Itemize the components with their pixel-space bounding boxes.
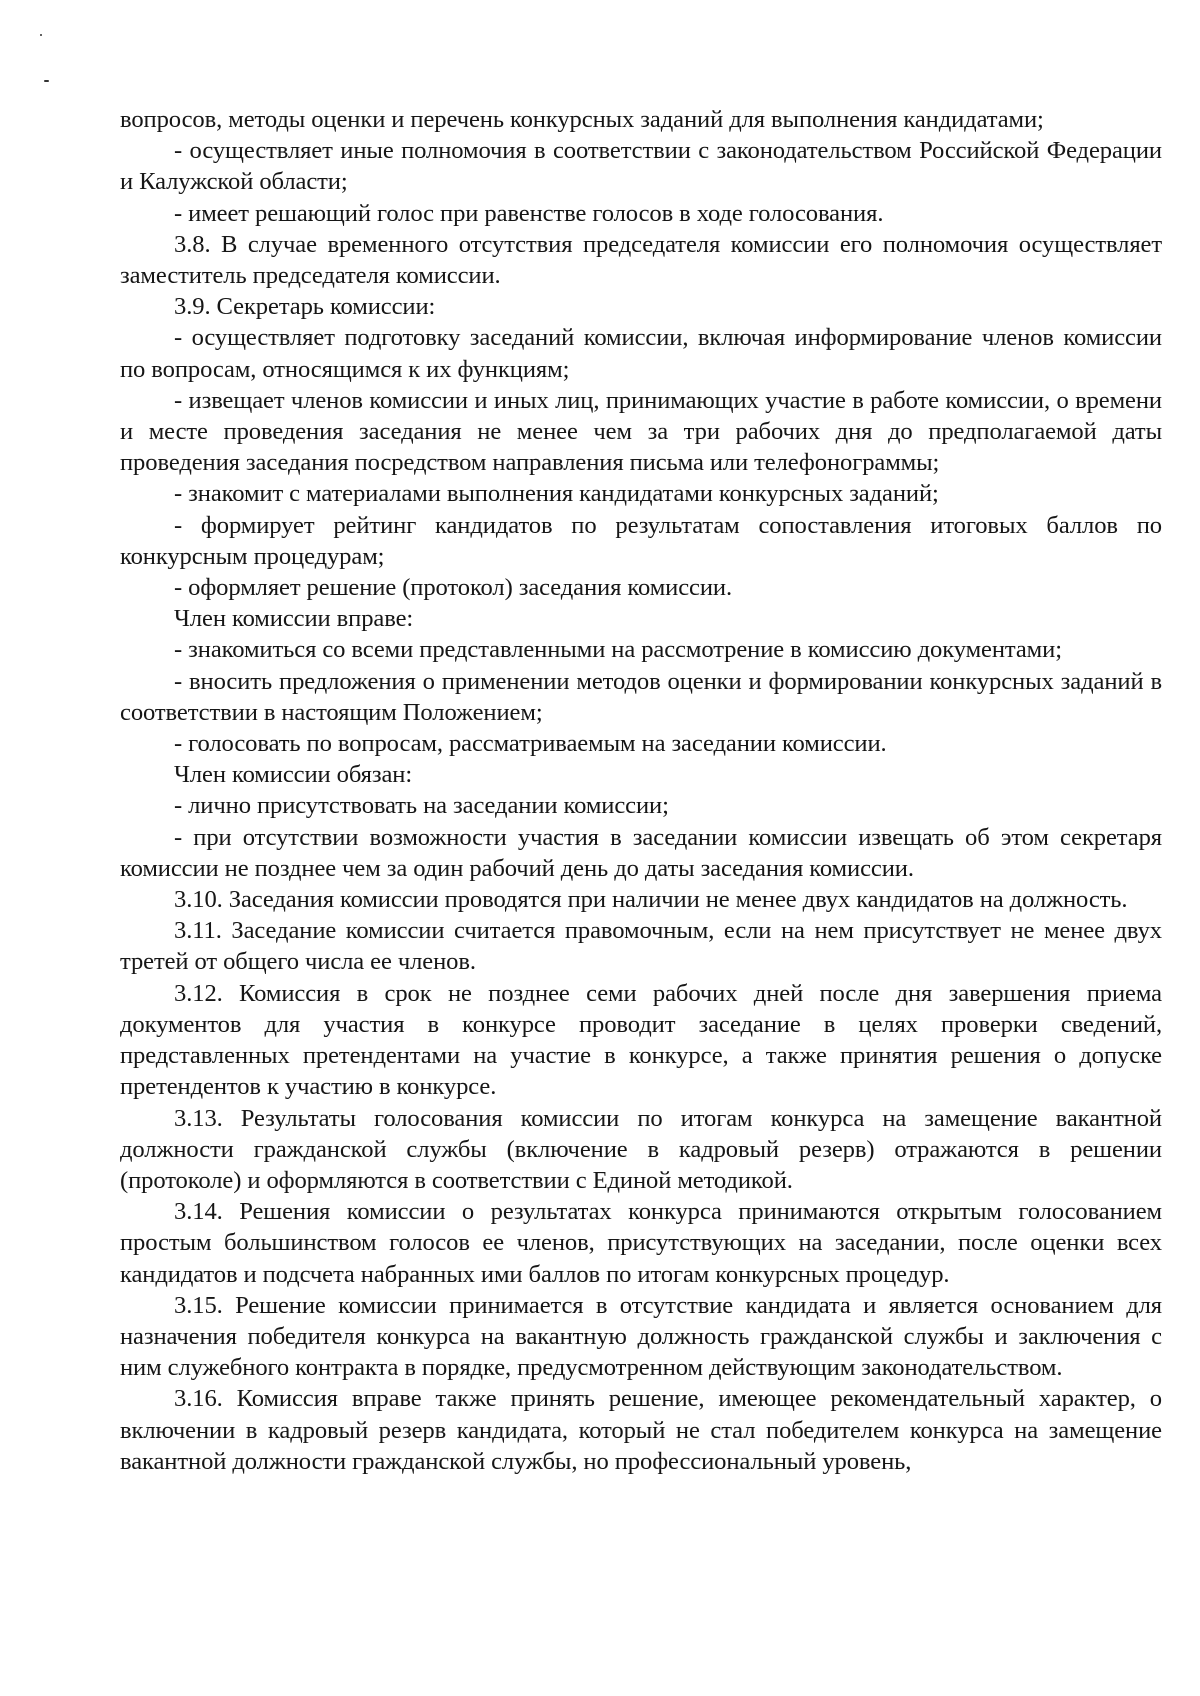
paragraph: - лично присутствовать на заседании комиссии;: [174, 792, 669, 820]
paragraph: 3.10. Заседания комиссии проводятся при наличии не менее двух кандидатов на должность.: [174, 886, 1128, 914]
paragraph: - голосовать по вопросам, рассматриваемым на заседании комиссии.: [174, 730, 887, 758]
paragraph: 3.15. Решение комиссии принимается в отсутствие кандидата и является основанием для назначения победителя конкурса на вакантную должность гражданской службы и заключения с ним служебного контракта в порядке, предусмотренном действующим законодательством.: [120, 1291, 1162, 1382]
paragraph: 3.12. Комиссия в срок не позднее семи рабочих дней после дня завершения приема документов для участия в конкурсе проводит заседание в целях проверки сведений, представленных претендентами на участие в конкурсе, а также принятия решения о допуске претендентов к участию в конкурсе.: [120, 979, 1162, 1101]
paragraph: - оформляет решение (протокол) заседания комиссии.: [174, 574, 733, 602]
scan-speck: [44, 80, 49, 82]
paragraph: 3.16. Комиссия вправе также принять решение, имеющее рекомендательный характер, о включении в кадровый резерв кандидата, который не стал победителем конкурса на замещение вакантной должности гражданской службы, но профессиональный уровень,: [120, 1385, 1162, 1475]
paragraph: 3.9. Секретарь комиссии:: [174, 293, 436, 321]
paragraph: 3.8. В случае временного отсутствия председателя комиссии его полномочия осуществляет заместитель председателя комиссии.: [120, 230, 1162, 290]
paragraph-continuation: вопросов, методы оценки и перечень конкурсных заданий для выполнения кандидатами;: [120, 106, 1044, 133]
paragraph: - имеет решающий голос при равенстве голосов в ходе голосования.: [174, 199, 884, 227]
paragraph: Член комиссии обязан:: [174, 761, 413, 789]
paragraph: - извещает членов комиссии и иных лиц, принимающих участие в работе комиссии, о времени и месте проведения заседания не менее чем за три рабочих дня до предполагаемой даты проведения заседания посредством направления письма или телефонограммы;: [120, 386, 1162, 477]
paragraph: - знакомиться со всеми представленными на рассмотрение в комиссию документами;: [174, 636, 1062, 664]
paragraph: - знакомит с материалами выполнения кандидатами конкурсных заданий;: [174, 480, 939, 508]
paragraph: - осуществляет иные полномочия в соответствии с законодательством Российской Федерации и Калужской области;: [120, 137, 1162, 196]
paragraph: 3.11. Заседание комиссии считается правомочным, если на нем присутствует не менее двух третей от общего числа ее членов.: [120, 917, 1162, 976]
paragraph: - осуществляет подготовку заседаний комиссии, включая информирование членов комиссии по вопросам, относящимся к их функциям;: [120, 324, 1162, 383]
document-body: [120, 104, 1162, 1477]
paragraph: Член комиссии вправе:: [174, 605, 414, 633]
paragraph: 3.14. Решения комиссии о результатах конкурса принимаются открытым голосованием простым большинством голосов ее членов, присутствующих на заседании, после оценки всех кандидатов и подсчета набранных ими баллов по итогам конкурсных процедур.: [120, 1198, 1162, 1288]
paragraph: - вносить предложения о применении методов оценки и формировании конкурсных заданий в соответствии в настоящим Положением;: [120, 667, 1162, 726]
paragraph: 3.13. Результаты голосования комиссии по итогам конкурса на замещение вакантной должности гражданской службы (включение в кадровый резерв) отражаются в решении (протоколе) и оформляются в соответствии с Единой методикой.: [120, 1104, 1162, 1194]
paragraph: - при отсутствии возможности участия в заседании комиссии извещать об этом секретаря комиссии не позднее чем за один рабочий день до даты заседания комиссии.: [120, 823, 1162, 882]
scan-speck: [40, 34, 42, 36]
paragraph: - формирует рейтинг кандидатов по результатам сопоставления итоговых баллов по конкурсным процедурам;: [120, 511, 1162, 570]
